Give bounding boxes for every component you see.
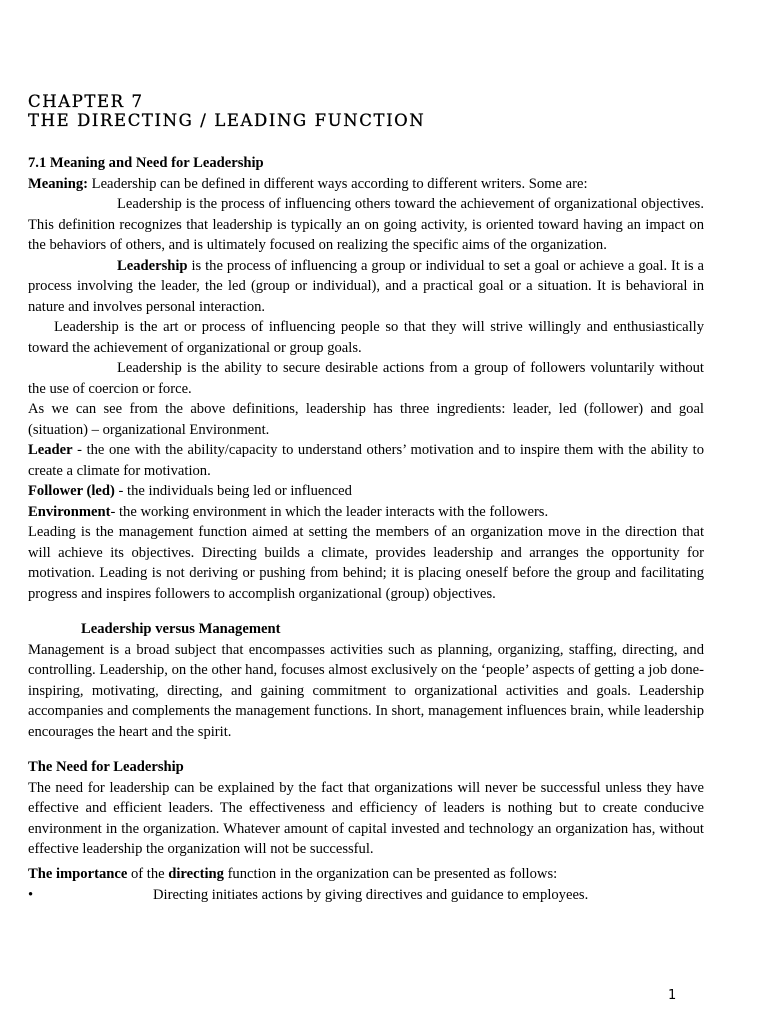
definition-2-term: Leadership [117,257,188,274]
definition-2-text: is the process of influencing a group or individual to set a goal or achieve a goal. It is a process involving the leader, the led (group or individual), and a practical goal or a situation. It is behavioral in nature and involves personal interaction. [28,257,704,315]
leading-paragraph: Leading is the management function aimed at setting the members of an organization move in the direction that will achieve its objectives. Directing builds a climate, provides leadership and arranges the opportunity for motivation. Leading is not deriving or pushing from behind; it is placing oneself before the group and facilitating progress and inspires followers to accomplish organizational (group) objectives. [28,524,704,602]
chapter-number: CHAPTER 7 [28,92,144,111]
environment-label: Environment [28,503,111,520]
bullet-item [28,885,704,906]
bullet-text: Directing initiates actions by giving directives and guidance to employees. [153,887,589,903]
leadership-vs-management-heading: Leadership versus Management [81,621,281,637]
bullet-icon: • [28,887,34,903]
definition-2 [28,256,704,318]
chapter-title [28,92,704,130]
meaning-text: Leadership can be defined in different ways according to different writers. Some are: [88,175,588,192]
follower-text: - the individuals being led or influenced [114,483,352,499]
importance-paragraph [28,864,704,885]
chapter-name: THE DIRECTING / LEADING FUNCTION [28,111,426,130]
page-number: 1 [668,988,677,1003]
follower-label: Follower (led) [28,483,115,499]
document-page [28,92,704,906]
environment-text: - the working environment in which the leader interacts with the followers. [110,503,549,520]
need-for-leadership-heading: The Need for Leadership [28,759,184,775]
ingredients-paragraph: As we can see from the above definitions, leadership has three ingredients: leader, led (follower) and goal (situation) – organizational Environment. [28,401,704,438]
importance-bold-1: The importance [28,865,128,882]
importance-end: function in the organization can be presented as follows: [223,865,558,882]
leader-text: - the one with the ability/capacity to understand others’ motivation and to inspire them with the ability to create a climate for motivation. [28,442,704,479]
leader-label: Leader [28,442,73,458]
meaning-label: Meaning: [28,175,88,192]
need-for-leadership-text: The need for leadership can be explained by the fact that organizations will never be successful unless they have effective and efficient leaders. The effectiveness and efficiency of leaders is nothing but to create conducive environment in the organization. Whatever amount of capital invested and technology an organization has, without effective leadership the organization will not be successful. [28,779,704,857]
definition-1: Leadership is the process of influencing others toward the achievement of organizational objectives. This definition recognizes that leadership is typically an on going activity, is oriented toward having an impact on the behaviors of others, and is ultimately focused on realizing the specific aims of the organization. [28,196,704,253]
definition-3: Leadership is the art or process of influencing people so that they will strive willingly and enthusiastically toward the achievement of organizational or group goals. [28,319,704,356]
definition-4: Leadership is the ability to secure desirable actions from a group of followers voluntarily without the use of coercion or force. [28,360,704,397]
importance-mid: of the [127,865,169,882]
meaning-paragraph [28,174,704,195]
leader-definition [28,440,704,481]
leadership-vs-management-text: Management is a broad subject that encompasses activities such as planning, organizing, staffing, directing, and controlling. Leadership, on the other hand, focuses almost exclusively on the ‘people’ aspects of getting a job done-inspiring, motivating, directing, and gaining commitment to organizational activities and goals. Leadership accompanies and complements the management functions. In short, management influences brain, while leadership encourages the heart and the spirit. [28,641,704,740]
section-heading-7-1: 7.1 Meaning and Need for Leadership [28,155,264,171]
importance-bold-2: directing [168,865,224,882]
follower-definition [28,481,704,502]
environment-definition [28,502,704,523]
